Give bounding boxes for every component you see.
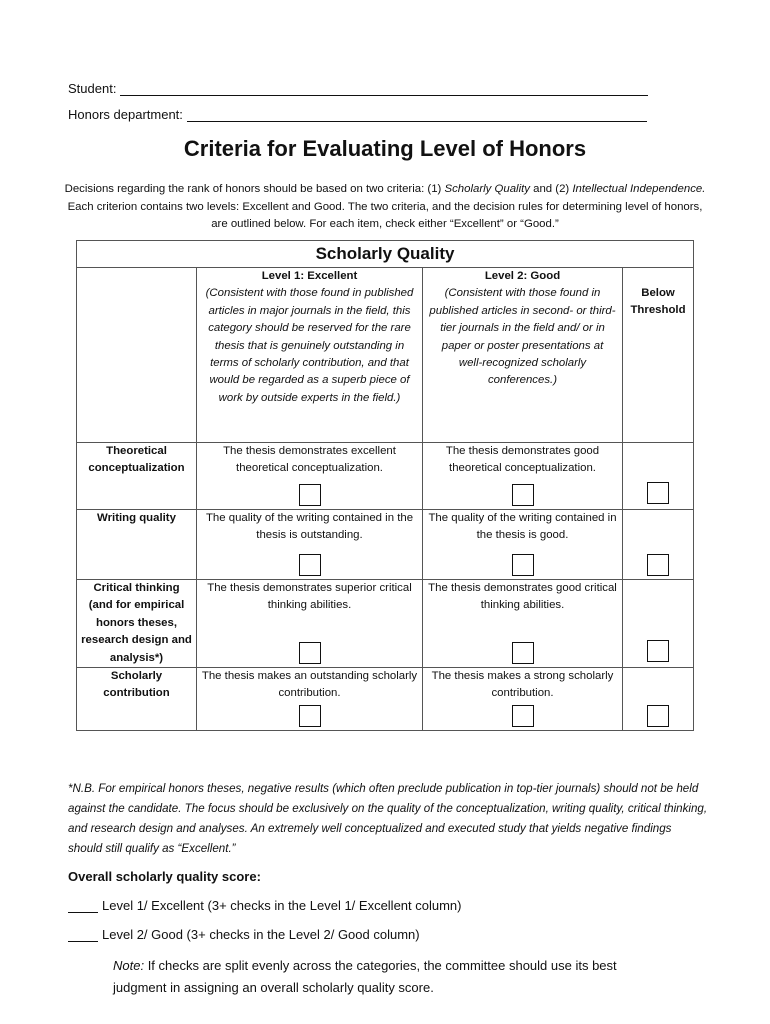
good-checkbox[interactable] <box>512 554 534 576</box>
excellent-checkbox[interactable] <box>299 705 321 727</box>
good-checkbox[interactable] <box>512 705 534 727</box>
good-text: The thesis demonstrates good theoretical conceptualization. <box>445 445 600 475</box>
table-row <box>77 580 694 668</box>
good-cell <box>423 668 623 731</box>
below-threshold-cell <box>623 443 694 510</box>
student-field <box>68 81 648 96</box>
excellent-checkbox[interactable] <box>299 642 321 664</box>
department-field <box>68 107 647 122</box>
level1-description: (Consistent with those found in published articles in major journals in the field, this category should be reserved for the rare thesis that is genuinely outstanding in terms of scholarly contribution, and that would be regarded as a superb piece of work by outside experts in the field.) <box>205 287 414 404</box>
good-text: The thesis makes a strong scholarly contribution. <box>431 670 614 700</box>
below-threshold-cell <box>623 668 694 731</box>
excellent-cell <box>197 443 423 510</box>
excellent-cell <box>197 510 423 580</box>
level1-blank[interactable] <box>68 899 98 913</box>
level2-blank[interactable] <box>68 928 98 942</box>
good-cell <box>423 510 623 580</box>
criterion-scholarly-contribution: Scholarly contribution <box>77 668 197 731</box>
header-empty-cell <box>77 268 197 443</box>
intro-text-1: Decisions regarding the rank of honors should be based on two criteria: (1) <box>64 183 445 195</box>
student-label: Student: <box>68 81 117 96</box>
department-label: Honors department: <box>68 107 183 122</box>
good-cell <box>423 443 623 510</box>
scoring-note <box>113 955 673 999</box>
excellent-text: The quality of the writing contained in the thesis is outstanding. <box>205 512 414 542</box>
good-checkbox[interactable] <box>512 484 534 506</box>
intro-scholarly-quality: Scholarly Quality <box>444 183 530 195</box>
excellent-cell <box>197 580 423 668</box>
level1-header <box>197 268 423 443</box>
level2-description: (Consistent with those found in published articles in second- or third-tier journals in the field and/ or in paper or poster presentations at well-recognized scholarly conferences.) <box>429 287 616 387</box>
intro-text-2: and (2) <box>529 183 573 195</box>
below-threshold-header: Below Threshold <box>623 268 694 443</box>
good-cell <box>423 580 623 668</box>
option-level2-text: Level 2/ Good (3+ checks in the Level 2/ Good column) <box>102 927 420 942</box>
excellent-text: The thesis demonstrates excellent theoretical conceptualization. <box>223 445 396 475</box>
below-threshold-checkbox[interactable] <box>647 554 669 576</box>
good-text: The thesis demonstrates good critical thinking abilities. <box>428 582 617 612</box>
criterion-theoretical-conceptualization: Theoretical conceptualization <box>77 443 197 510</box>
overall-score-heading: Overall scholarly quality score: <box>68 869 261 884</box>
level2-title: Level 2: Good <box>484 270 561 282</box>
below-threshold-checkbox[interactable] <box>647 640 669 662</box>
intro-paragraph <box>62 181 708 234</box>
excellent-text: The thesis demonstrates superior critical thinking abilities. <box>207 582 412 612</box>
excellent-cell <box>197 668 423 731</box>
below-threshold-cell <box>623 580 694 668</box>
excellent-text: The thesis makes an outstanding scholarly contribution. <box>201 670 418 700</box>
table-row <box>77 510 694 580</box>
note-text: If checks are split evenly across the categories, the committee should use its best judgment in assigning an overall scholarly quality score. <box>113 958 617 995</box>
note-label: Note: <box>113 958 145 973</box>
intro-intellectual-independence: Intellectual Independence. <box>572 183 706 195</box>
option-level2 <box>68 927 420 942</box>
below-threshold-checkbox[interactable] <box>647 482 669 504</box>
option-level1 <box>68 898 462 913</box>
below-threshold-checkbox[interactable] <box>647 705 669 727</box>
department-input-line[interactable] <box>187 107 647 122</box>
scholarly-quality-table <box>76 240 694 731</box>
criterion-writing-quality: Writing quality <box>77 510 197 580</box>
page-title: Criteria for Evaluating Level of Honors <box>183 136 587 161</box>
level2-header <box>423 268 623 443</box>
excellent-checkbox[interactable] <box>299 554 321 576</box>
criterion-critical-thinking: Critical thinking (and for empirical honors theses, research design and analysis*) <box>77 580 197 668</box>
level1-title: Level 1: Excellent <box>261 270 358 282</box>
below-threshold-cell <box>623 510 694 580</box>
good-checkbox[interactable] <box>512 642 534 664</box>
good-text: The quality of the writing contained in the thesis is good. <box>428 512 617 542</box>
section-title: Scholarly Quality <box>77 241 694 268</box>
intro-text-3: Each criterion contains two levels: Excellent and Good. The two criteria, and the decision rules for determining level of honors, are outlined below. For each item, check either “Excellent” or “Good.” <box>67 200 703 230</box>
excellent-checkbox[interactable] <box>299 484 321 506</box>
student-input-line[interactable] <box>120 81 648 96</box>
option-level1-text: Level 1/ Excellent (3+ checks in the Level 1/ Excellent column) <box>102 898 462 913</box>
table-row <box>77 668 694 731</box>
table-row <box>77 443 694 510</box>
footnote: *N.B. For empirical honors theses, negative results (which often preclude publication in top-tier journals) should not be held against the candidate. The focus should be exclusively on the quality of the conceptualization, writing quality, critical thinking, and research design and analyses. An extremely well conceptualized and executed study that yields negative findings should still qualify as “Excellent.” <box>68 782 708 855</box>
